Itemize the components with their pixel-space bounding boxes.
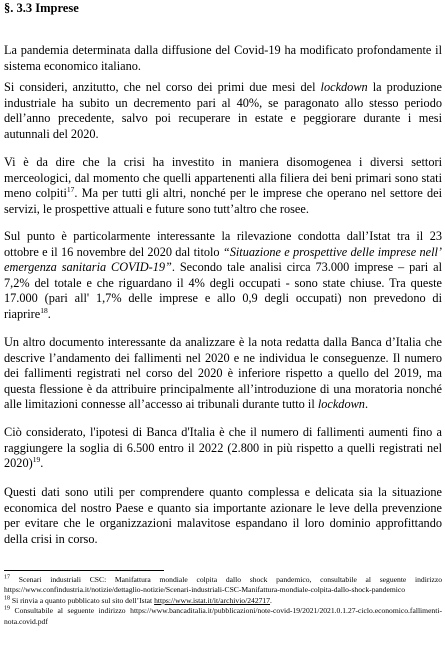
paragraph-6 bbox=[4, 425, 442, 472]
footnote-17 bbox=[4, 575, 442, 596]
paragraph-7-text: Questi dati sono utili per comprendere quanto complessa e delicata sia la situazione economica del nostro Paese e quanto sia importante azionare le leve della prevenzione per evitare che le organizzazioni malavitose espandano il loro dominio approfittando della crisi in corso. bbox=[4, 485, 442, 546]
paragraph-5-text-b: . bbox=[364, 397, 369, 412]
footnote-17-number: 17 bbox=[4, 574, 10, 581]
footnote-19-number: 19 bbox=[4, 605, 10, 612]
paragraph-5-emphasis: lockdown bbox=[317, 397, 365, 412]
paragraph-1-text: La pandemia determinata dalla diffusione del Covid-19 ha modificato profondamente il sistema economico italiano. bbox=[4, 43, 442, 73]
footnote-18-number: 18 bbox=[4, 595, 10, 602]
paragraph-5 bbox=[4, 335, 442, 413]
footnote-ref-19[interactable]: 19 bbox=[32, 455, 41, 465]
paragraph-4 bbox=[4, 229, 442, 323]
footnote-ref-18[interactable]: 18 bbox=[40, 305, 48, 315]
footnote-18-link[interactable]: https://www.istat.it/it/archivio/242717 bbox=[154, 595, 271, 605]
section-heading: §. 3.3 Imprese bbox=[4, 1, 79, 15]
footnote-ref-17[interactable]: 17 bbox=[66, 185, 75, 195]
paragraph-4-emphasis: “Situazione e prospettive delle imprese nell’ emergenza sanitaria COVID-19” bbox=[4, 244, 443, 275]
footnote-18-text: Si rinvia a quanto pubblicato sul sito dell’Istat bbox=[11, 595, 155, 605]
paragraph-7 bbox=[4, 485, 442, 547]
footnote-18 bbox=[4, 596, 442, 606]
paragraph-4-text-c: . bbox=[47, 306, 51, 321]
paragraph-4-text-a: Sul punto è particolarmente interessante la rilevazione condotta dall’Istat tra il 23 ottobre e il 16 novembre del 2020 dal titolo bbox=[4, 229, 442, 259]
paragraph-3 bbox=[4, 155, 442, 217]
paragraph-4-text-b: . Secondo tale analisi circa 73.000 imprese – pari al 7,2% del totale e che riguardano il 4% degli occupati - sono state chiuse. Tra queste 17.000 (pari all' 1,7% delle imprese e allo 0,9 degli occupati) non prevedono di riaprire bbox=[4, 260, 442, 321]
footnotes bbox=[4, 575, 442, 627]
footnote-separator bbox=[4, 570, 164, 571]
paragraph-5-text-a: Un altro documento interessante da analizzare è la nota redatta dalla Banca d’Italia che descrive l’andamento dei fallimenti nel 2020 e ne individua le conseguenze. Il numero dei fallimenti registrati nel corso del 2020 è inferiore rispetto a quello del 2019, ma questa flessione è da attribuire principalmente all’introduzione di una moratoria nonché alle limitazioni connesse all’accesso ai tribunali durante tutto il bbox=[4, 335, 442, 412]
paragraph-6-text-a: Ciò considerato, l'ipotesi di Banca d'Italia è che il numero di fallimenti aumenti fino a raggiungere la soglia di 6.500 entro il 2022 (2.800 in più rispetto a quelli registrati nel 2020) bbox=[4, 425, 442, 471]
paragraph-2 bbox=[4, 80, 442, 142]
footnote-19 bbox=[4, 606, 442, 627]
paragraph-2-text-b: la produzione industriale ha subito un decremento pari al 40%, se paragonato allo stesso periodo dell’anno precedente, salvo poi recuperare in estate e peggiorare durante i mesi autunnali del 2020. bbox=[4, 80, 442, 141]
footnote-19-text: Consultabile al seguente indirizzo https://www.bancaditalia.it/pubblicazioni/note-covid-19/2021/2021.0.1.27-ciclo.economico.fallimenti-nota.covid.pdf bbox=[4, 606, 442, 626]
paragraph-3-text-a: Vi è da dire che la crisi ha investito in maniera disomogenea i diversi settori merceologici, dal momento che quelli appartenenti alla filiera dei beni primari sono stati meno colpiti bbox=[4, 155, 442, 201]
paragraph-3-text-b: . Ma per tutti gli altri, nonché per le imprese che operano nel settore dei servizi, le prospettive attuali e future sono tutt’altro che rosee. bbox=[4, 186, 442, 216]
footnote-17-text: Scenari industriali CSC: Manifattura mondiale colpita dallo shock pandemico, consultabile al seguente indirizzo https://www.confindustria.it/notizie/dettaglio-notizie/Scenari-industriali-CSC-Manifattura-mondiale-colpita-dallo-shock-pandemico bbox=[4, 575, 443, 595]
paragraph-2-emphasis: lockdown bbox=[320, 80, 368, 94]
paragraph-2-text-a: Si consideri, anzitutto, che nel corso dei primi due mesi del bbox=[4, 80, 321, 94]
footnote-18-end: . bbox=[270, 595, 272, 605]
paragraph-1 bbox=[4, 43, 442, 74]
paragraph-6-text-b: . bbox=[40, 456, 44, 471]
